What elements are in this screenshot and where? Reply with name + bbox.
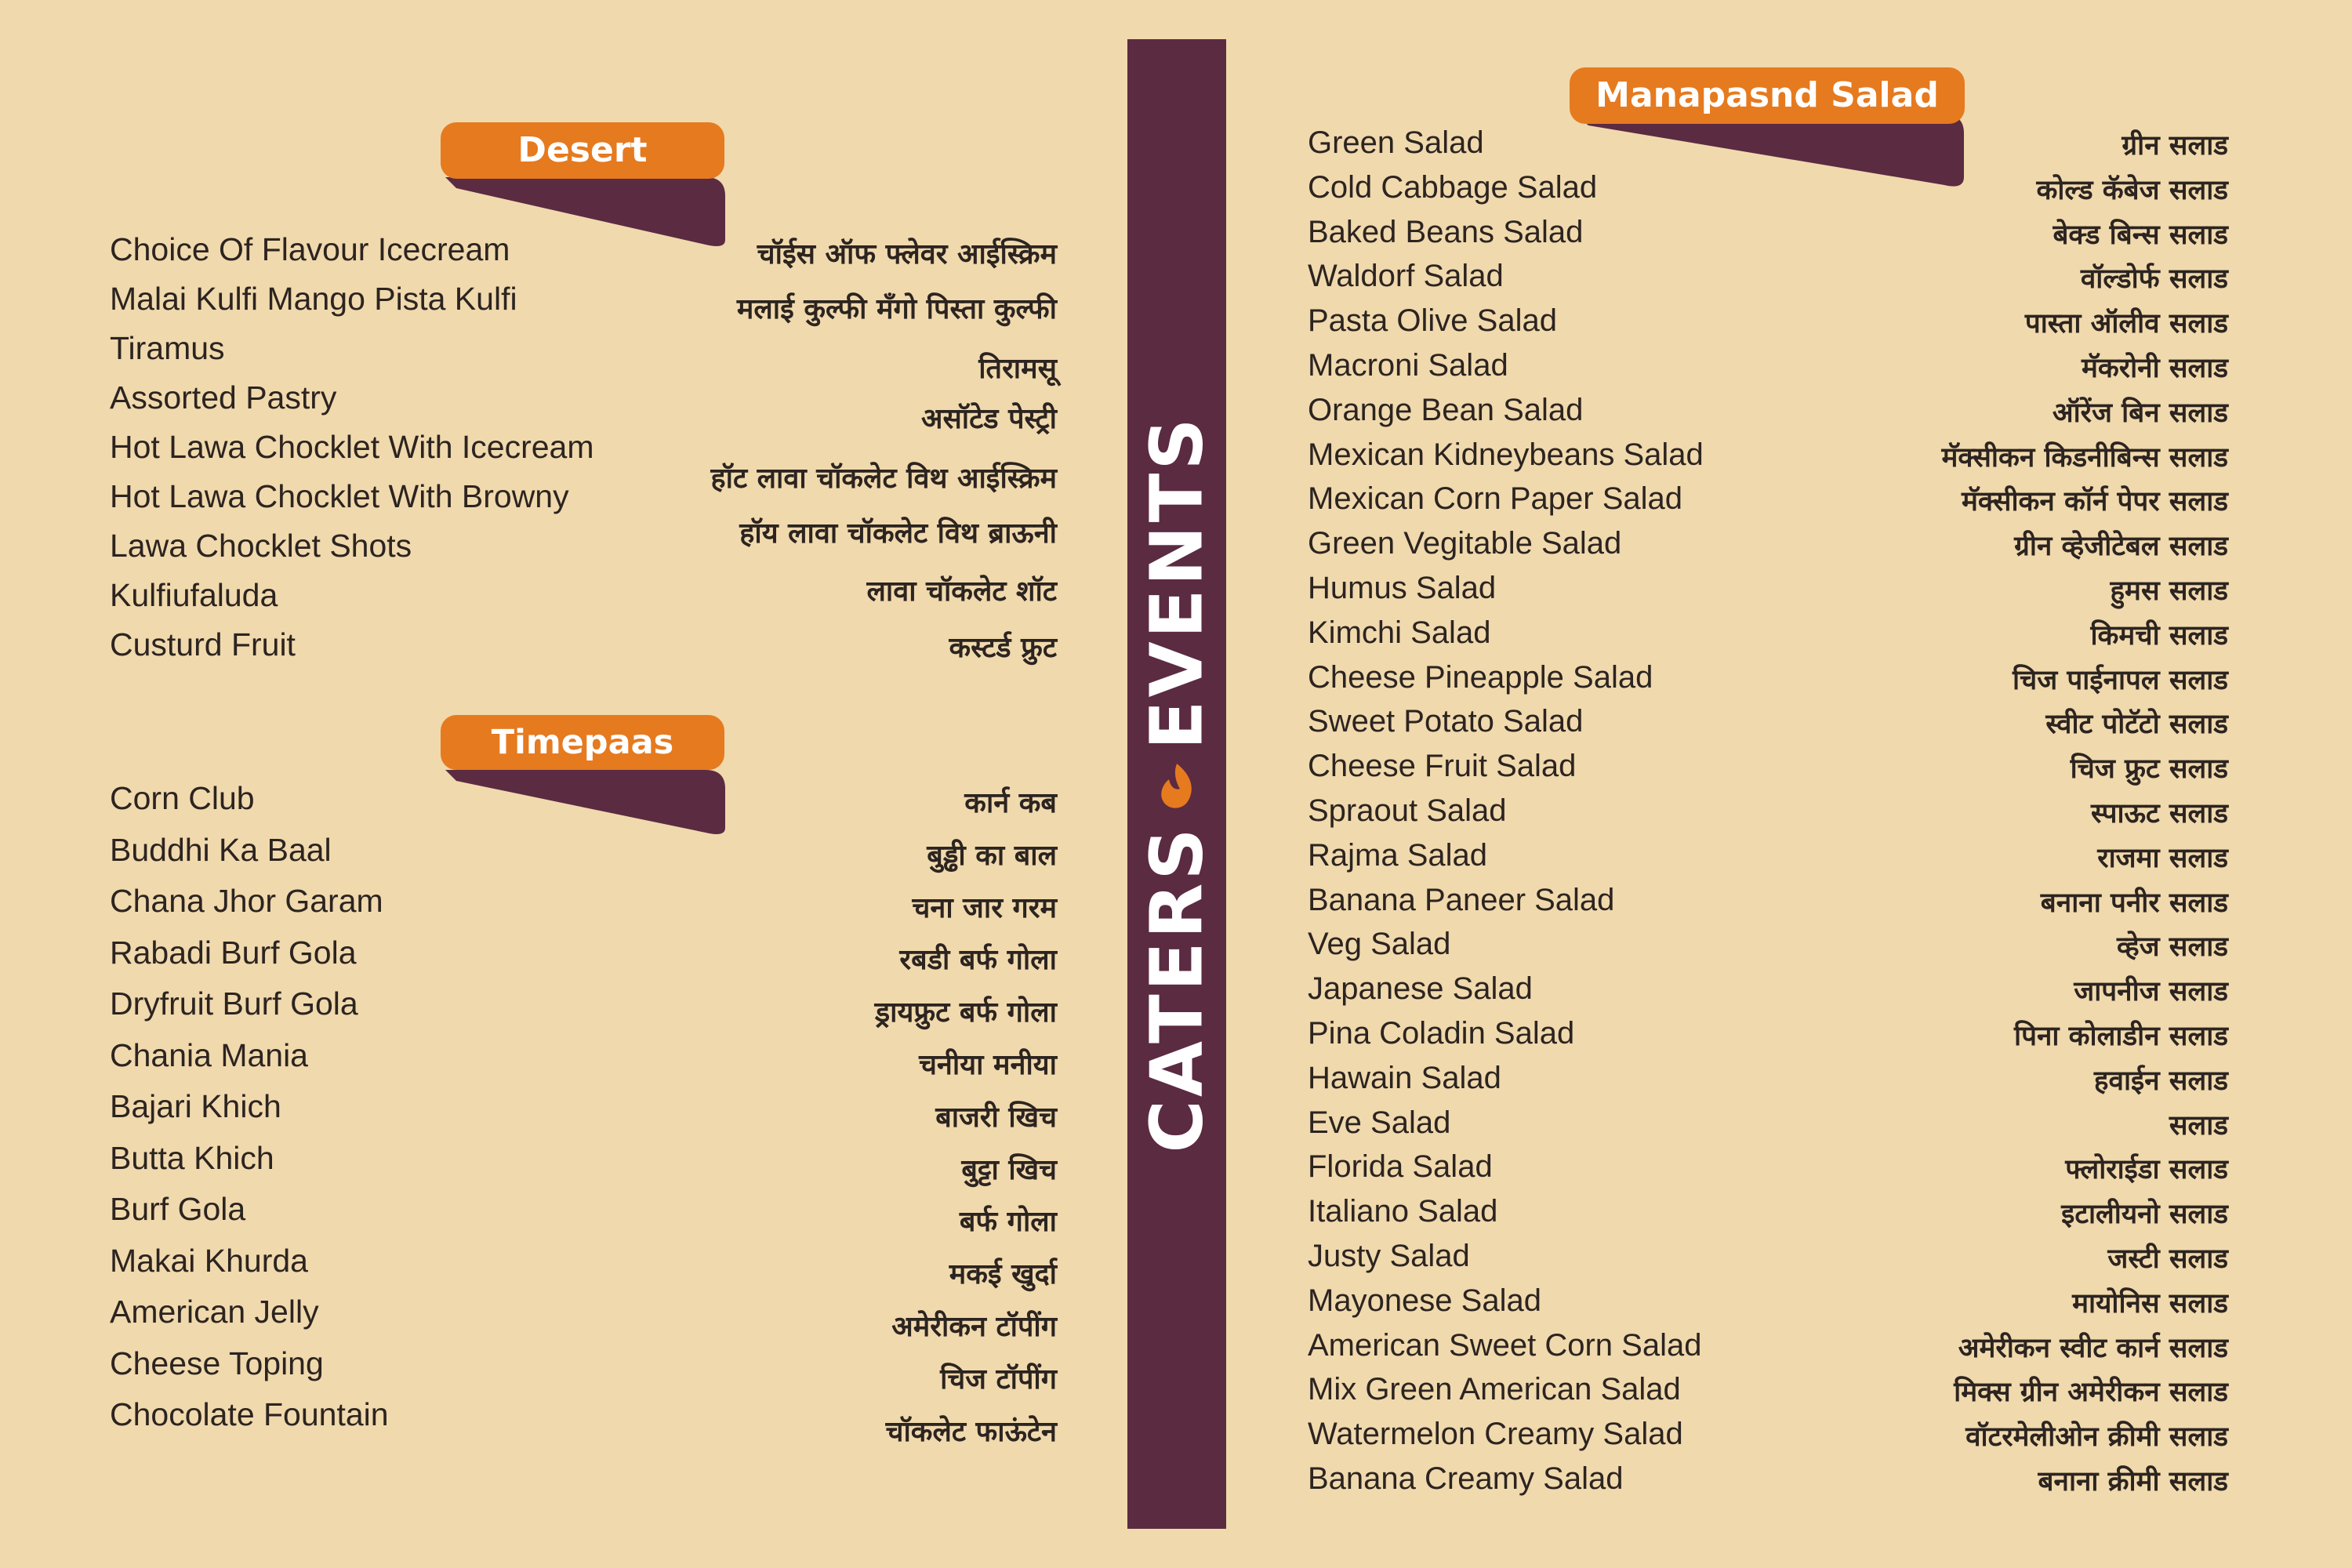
flame-leaf-icon (1156, 746, 1197, 829)
timepaas-section-title: Timepaas (441, 715, 724, 770)
salad-item-hi: वॉल्डोर्फ सलाड (2080, 263, 2228, 296)
salad-item-hi: जापनीज सलाड (2074, 976, 2228, 1008)
salad-item-en: Banana Paneer Salad (1308, 882, 1615, 917)
timepaas-item-en: Chana Jhor Garam (110, 883, 383, 919)
timepaas-item-hi: रबडी बर्फ गोला (899, 944, 1057, 977)
desert-list-hi (711, 235, 1058, 684)
desert-item-en: Assorted Pastry (110, 379, 337, 416)
salad-item-en: Cold Cabbage Salad (1308, 169, 1598, 205)
timepaas-item-hi: बर्फ गोला (959, 1206, 1057, 1239)
timepaas-item-en: Chania Mania (110, 1036, 308, 1073)
desert-item-hi: कस्टर्ड फ्रुट (949, 632, 1057, 664)
desert-item-hi: तिरामसू (978, 353, 1057, 385)
timepaas-item-en: Buddhi Ka Baal (110, 831, 332, 868)
salad-item-hi: हवाईन सलाड (2093, 1065, 2228, 1097)
timepaas-item-en: Corn Club (110, 780, 255, 816)
salad-item-hi: व्हेज सलाड (2116, 931, 2228, 964)
desert-item-en: Custurd Fruit (110, 626, 296, 662)
timepaas-item-hi: बुट्टा खिच (961, 1153, 1057, 1186)
desert-item-en: Tiramus (110, 330, 225, 366)
desert-item-hi: हॉय लावा चॉकलेट विथ ब्राऊनी (739, 517, 1057, 550)
salad-item-hi: राजमा सलाड (2097, 842, 2228, 874)
salad-list-hi (1941, 127, 2228, 1508)
salad-item-hi: सलाड (2169, 1109, 2228, 1142)
salad-item-en: Cheese Pineapple Salad (1308, 659, 1653, 695)
salad-item-en: Watermelon Creamy Salad (1308, 1417, 1683, 1452)
timepaas-item-hi: अमेरीकन टॉपींग (891, 1310, 1057, 1343)
timepaas-item-en: American Jelly (110, 1294, 319, 1330)
salad-item-hi: किमची सलाड (2090, 619, 2228, 652)
salad-list-en (1308, 125, 1704, 1506)
timepaas-item-en: Chocolate Fountain (110, 1396, 389, 1432)
salad-item-en: Veg Salad (1308, 927, 1451, 962)
timepaas-item-en: Cheese Toping (110, 1345, 324, 1381)
timepaas-item-en: Butta Khich (110, 1139, 274, 1176)
timepaas-item-hi: चिज टॉपींग (940, 1363, 1057, 1396)
salad-item-hi: मॅकरोनी सलाड (2081, 352, 2228, 384)
salad-item-en: Eve Salad (1308, 1105, 1451, 1140)
salad-item-en: Mexican Kidneybeans Salad (1308, 437, 1704, 472)
salad-item-en: Pina Coladin Salad (1308, 1015, 1575, 1051)
salad-item-en: Italiano Salad (1308, 1194, 1498, 1229)
salad-item-hi: बेक्ड बिन्स सलाड (2053, 219, 2228, 251)
brand-word-caters: CATERS (1134, 825, 1219, 1153)
salad-section-title: Manapasnd Salad (1570, 67, 1965, 124)
desert-item-en: Malai Kulfi Mango Pista Kulfi (110, 281, 517, 317)
salad-item-hi: मॅक्सीकन किडनीबिन्स सलाड (1941, 441, 2228, 474)
salad-item-hi: चिज पाईनापल सलाड (2012, 664, 2228, 696)
timepaas-item-hi: बुड्ढी का बाल (927, 839, 1057, 872)
salad-item-en: Baked Beans Salad (1308, 214, 1584, 249)
timepaas-item-en: Makai Khurda (110, 1242, 308, 1279)
salad-item-hi: पिना कोलाडीन सलाड (2014, 1020, 2228, 1052)
salad-item-en: Cheese Fruit Salad (1308, 749, 1577, 784)
salad-item-hi: स्पाऊट सलाड (2090, 797, 2228, 829)
desert-item-hi: चॉईस ऑफ फ्लेवर आईस्क्रिम (757, 238, 1057, 270)
salad-item-hi: कोल्ड कॅबेज सलाड (2036, 174, 2228, 206)
salad-item-en: Mayonese Salad (1308, 1283, 1541, 1318)
desert-section-title: Desert (441, 122, 724, 179)
desert-item-hi: असॉटेड पेस्ट्री (920, 403, 1057, 435)
timepaas-item-en: Burf Gola (110, 1191, 246, 1227)
brand-logo (1135, 415, 1219, 1152)
timepaas-list-hi (875, 784, 1057, 1465)
timepaas-item-hi: चनीया मनीया (919, 1048, 1057, 1081)
salad-item-hi: ऑरेंज बिन सलाड (2052, 397, 2228, 429)
salad-item-en: Green Salad (1308, 125, 1484, 160)
salad-item-en: Pasta Olive Salad (1308, 303, 1557, 339)
desert-item-en: Lawa Chocklet Shots (110, 528, 412, 564)
salad-item-en: Kimchi Salad (1308, 615, 1491, 650)
salad-item-en: Florida Salad (1308, 1149, 1493, 1185)
salad-item-en: Waldorf Salad (1308, 259, 1504, 294)
salad-item-hi: चिज फ्रुट सलाड (2070, 753, 2228, 786)
salad-item-hi: वॉटरमेलीओन क्रीमी सलाड (1965, 1421, 2228, 1454)
salad-item-en: Banana Creamy Salad (1308, 1461, 1624, 1496)
timepaas-item-hi: चना जार गरम (912, 891, 1057, 924)
salad-item-hi: फ्लोराईडा सलाड (2065, 1154, 2228, 1186)
desert-list-en (110, 232, 594, 677)
timepaas-item-hi: ड्रायफ्रुट बर्फ गोला (874, 996, 1057, 1029)
timepaas-item-hi: बाजरी खिच (935, 1101, 1057, 1134)
timepaas-item-hi: कार्न कब (964, 787, 1057, 819)
timepaas-list-en (110, 781, 389, 1449)
desert-item-hi: मलाई कुल्फी मँगो पिस्ता कुल्फी (736, 293, 1057, 325)
salad-item-en: Justy Salad (1308, 1238, 1470, 1273)
salad-item-hi: मिक्स ग्रीन अमेरीकन सलाड (1954, 1377, 2228, 1409)
salad-item-hi: अमेरीकन स्वीट कार्न सलाड (1958, 1332, 2228, 1364)
salad-item-en: Macroni Salad (1308, 347, 1508, 383)
timepaas-item-en: Rabadi Burf Gola (110, 934, 357, 971)
desert-item-en: Choice Of Flavour Icecream (110, 231, 510, 267)
salad-item-en: Green Vegitable Salad (1308, 526, 1622, 561)
salad-item-hi: स्वीट पोटॅटो सलाड (2045, 709, 2228, 741)
timepaas-item-hi: मकई खुर्दा (949, 1258, 1057, 1291)
desert-item-en: Hot Lawa Chocklet With Browny (110, 478, 569, 514)
salad-item-hi: मॅक्सीकन कॉर्न पेपर सलाड (1961, 486, 2228, 518)
salad-item-hi: हुमस सलाड (2110, 575, 2228, 607)
salad-item-en: Sweet Potato Salad (1308, 704, 1584, 739)
desert-item-hi: हॉट लावा चॉकलेट विथ आईस्क्रिम (710, 463, 1057, 495)
salad-item-en: Rajma Salad (1308, 837, 1488, 873)
salad-item-hi: ग्रीन सलाड (2122, 130, 2228, 162)
timepaas-item-hi: चॉकलेट फाऊंटेन (885, 1415, 1057, 1448)
salad-item-en: Mexican Corn Paper Salad (1308, 481, 1683, 517)
salad-item-en: Hawain Salad (1308, 1060, 1501, 1095)
salad-item-hi: मायोनिस सलाड (2072, 1287, 2228, 1319)
salad-item-hi: जस्टी सलाड (2107, 1243, 2228, 1275)
timepaas-tab-ribbon (439, 757, 737, 844)
desert-item-hi: लावा चॉकलेट शॉट (866, 575, 1057, 608)
salad-item-hi: बनाना क्रीमी सलाड (2038, 1465, 2228, 1497)
salad-item-hi: इटालीयनो सलाड (2061, 1199, 2228, 1231)
salad-item-en: Mix Green American Salad (1308, 1372, 1681, 1407)
timepaas-item-en: Dryfruit Burf Gola (110, 985, 358, 1022)
salad-item-en: Spraout Salad (1308, 793, 1507, 828)
salad-item-hi: बनाना पनीर सलाड (2040, 887, 2228, 919)
salad-item-en: Japanese Salad (1308, 971, 1533, 1007)
salad-item-en: Humus Salad (1308, 570, 1497, 605)
salad-item-hi: पास्ता ऑलीव सलाड (2024, 308, 2228, 340)
salad-item-en: American Sweet Corn Salad (1308, 1327, 1702, 1363)
desert-item-en: Hot Lawa Chocklet With Icecream (110, 429, 594, 465)
salad-item-en: Orange Bean Salad (1308, 392, 1584, 427)
desert-item-en: Kulfiufaluda (110, 577, 278, 613)
timepaas-item-en: Bajari Khich (110, 1088, 281, 1124)
brand-word-events: EVENTS (1134, 415, 1219, 750)
salad-item-hi: ग्रीन व्हेजीटेबल सलाड (2014, 531, 2228, 563)
